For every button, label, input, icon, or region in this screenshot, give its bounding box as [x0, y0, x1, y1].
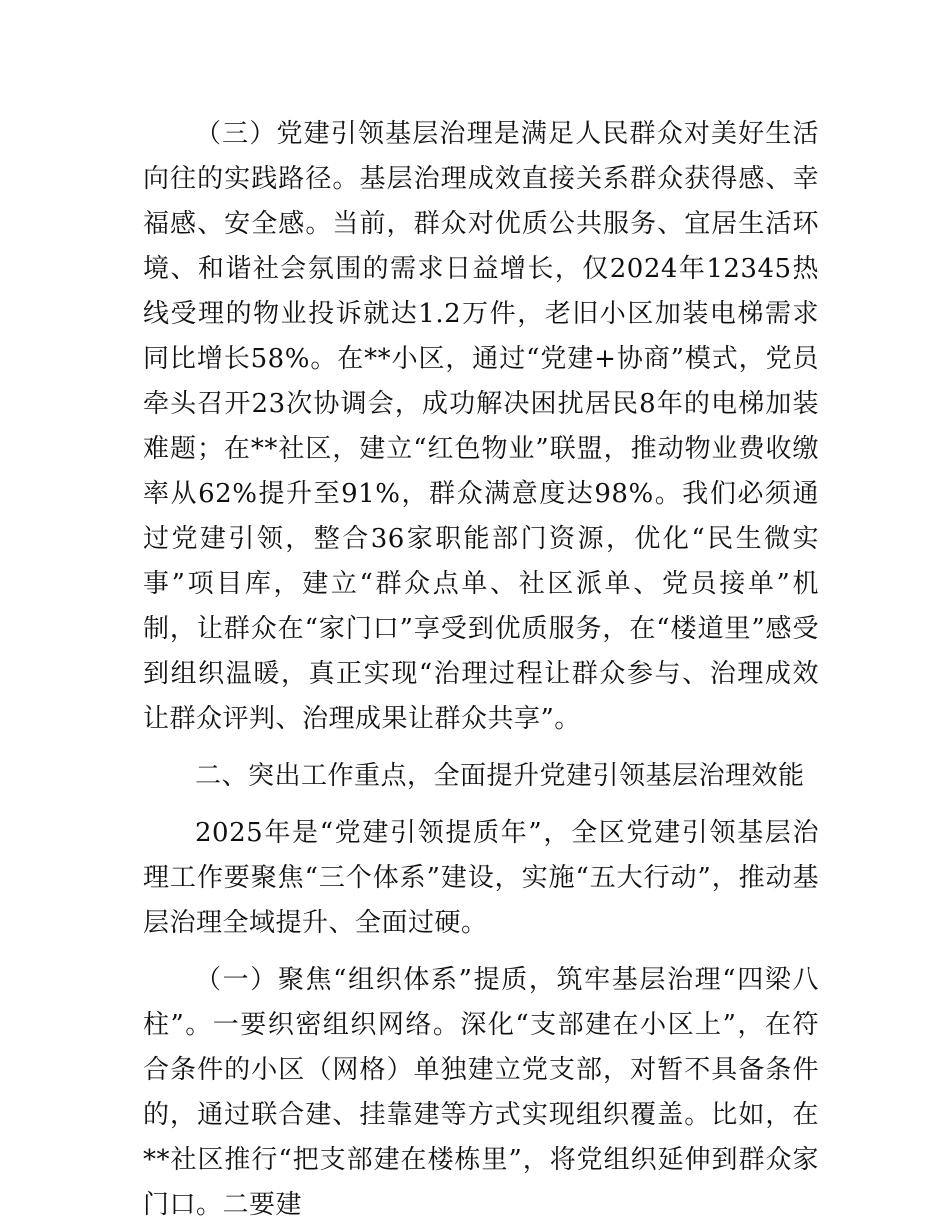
paragraph-section-3-practice-path: （三）党建引领基层治理是满足人民群众对美好生活向往的实践路径。基层治理成效直接关系群众获得感、幸福感、安全感。当前，群众对优质公共服务、宜居生活环境、和谐社会氛围的需求日益增长，仅2024年12345热线受理的物业投诉就达1.2万件，老旧小区加装电梯需求同比增长58%。在**小区，通过“党建+协商”模式，党员牵头召开23次协调会，成功解决困扰居民8年的电梯加装难题；在**社区，建立“红色物业”联盟，推动物业费收缴率从62%提升至91%，群众满意度达98%。我们必须通过党建引领，整合36家职能部门资源，优化“民生微实事”项目库，建立“群众点单、社区派单、党员接单”机制，让群众在“家门口”享受到优质服务，在“楼道里”感受到组织温暖，真正实现“治理过程让群众参与、治理成效让群众评判、治理成果让群众共享”。: [143, 119, 819, 734]
document-body: [143, 112, 819, 1228]
paragraph-2025-quality-year: 2025年是“党建引领提质年”，全区党建引领基层治理工作要聚焦“三个体系”建设，实施“五大行动”，推动基层治理全域提升、全面过硬。: [143, 818, 819, 938]
heading-part-2-work-focus: 二、突出工作重点，全面提升党建引领基层治理效能: [195, 761, 805, 791]
paragraph-section-1-organization-system: （一）聚焦“组织体系”提质，筑牢基层治理“四梁八柱”。一要织密组织网络。深化“支部建在小区上”，在符合条件的小区（网格）单独建立党支部，对暂不具备条件的，通过联合建、挂靠建等方式实现组织覆盖。比如，在**社区推行“把支部建在楼栋里”，将党组织延伸到群众家门口。二要建: [143, 965, 819, 1220]
